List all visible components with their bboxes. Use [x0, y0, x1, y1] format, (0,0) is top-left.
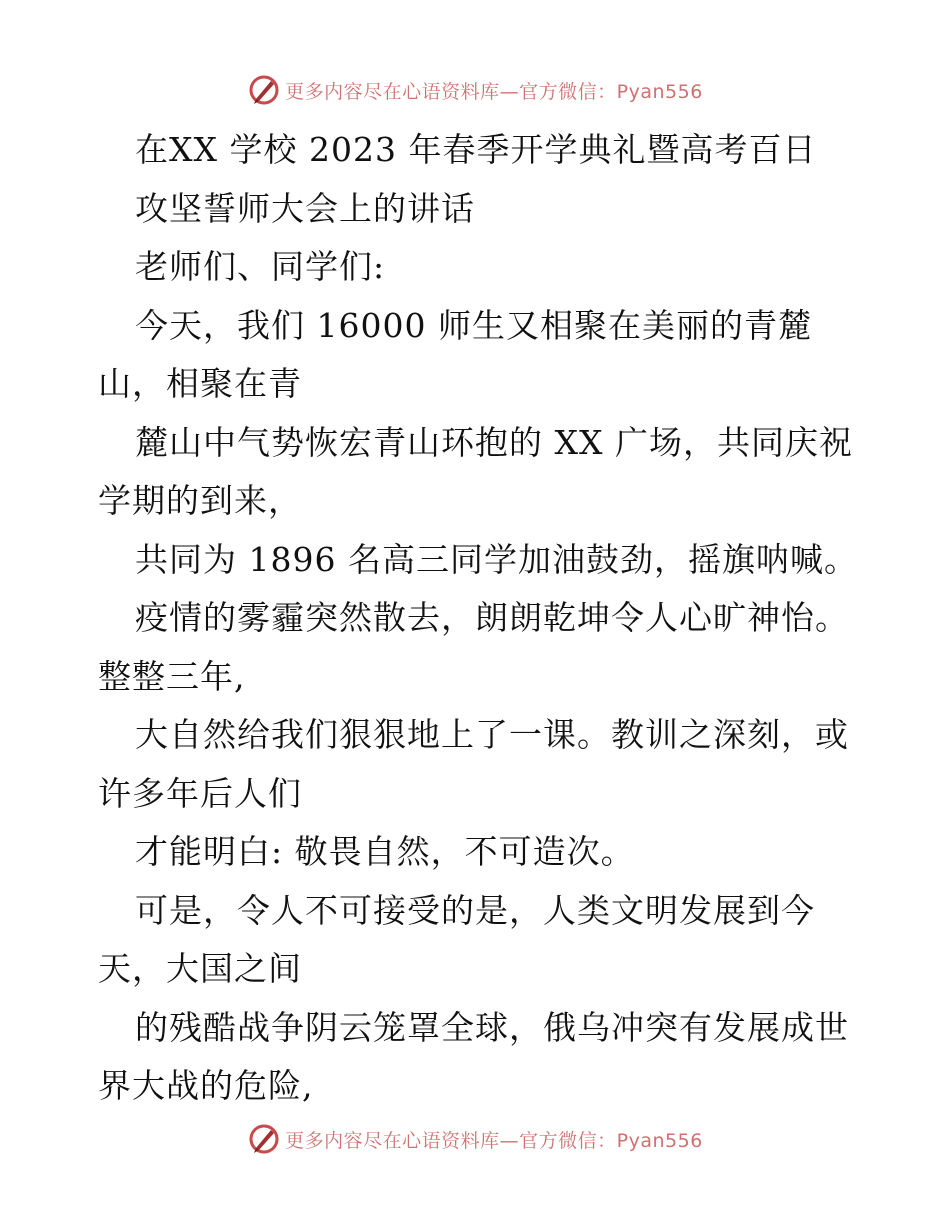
pen-logo-icon	[247, 73, 281, 107]
header-banner	[0, 70, 950, 110]
paragraph-line: 可是，令人不可接受的是，人类文明发展到今	[135, 890, 815, 930]
paragraph-line: 天，大国之间	[98, 949, 302, 988]
paragraph-line: 疫情的雾霾突然散去，朗朗乾坤令人心旷神怡。	[135, 598, 849, 637]
paragraph-line: 麓山中气势恢宏青山环抱的 XX 广场，共同庆祝	[135, 422, 853, 462]
paragraph-line: 的残酷战争阴云笼罩全球，俄乌冲突有发展成世	[135, 1007, 849, 1047]
paragraph-line: 大自然给我们狠狠地上了一课。教训之深刻，或	[135, 715, 849, 754]
paragraph-line: 整整三年,	[98, 656, 246, 696]
salutation-line: 老师们、同学们:	[135, 247, 386, 286]
header-banner-text: 更多内容尽在心语资料库—官方微信：Pyan556	[285, 80, 703, 103]
paragraph-line: 学期的到来，	[98, 481, 302, 520]
footer-banner-text: 更多内容尽在心语资料库—官方微信：Pyan556	[285, 1129, 703, 1152]
paragraph-line: 许多年后人们	[98, 773, 302, 813]
footer-banner	[0, 1119, 950, 1159]
pen-logo-icon	[247, 1122, 281, 1156]
paragraph-line: 界大战的危险,	[98, 1066, 314, 1105]
title-line-1: 在XX 学校 2023 年春季开学典礼暨高考百日	[135, 130, 817, 169]
paragraph-line: 山，相聚在青	[98, 364, 302, 403]
paragraph-line: 今天，我们 16000 师生又相聚在美丽的青麓	[135, 305, 812, 345]
paragraph-line: 共同为 1896 名高三同学加油鼓劲，摇旗呐喊。	[135, 539, 858, 579]
title-line-2: 攻坚誓师大会上的讲话	[135, 188, 475, 228]
document-body	[98, 121, 858, 1116]
paragraph-line: 才能明白: 敬畏自然，不可造次。	[135, 832, 635, 871]
